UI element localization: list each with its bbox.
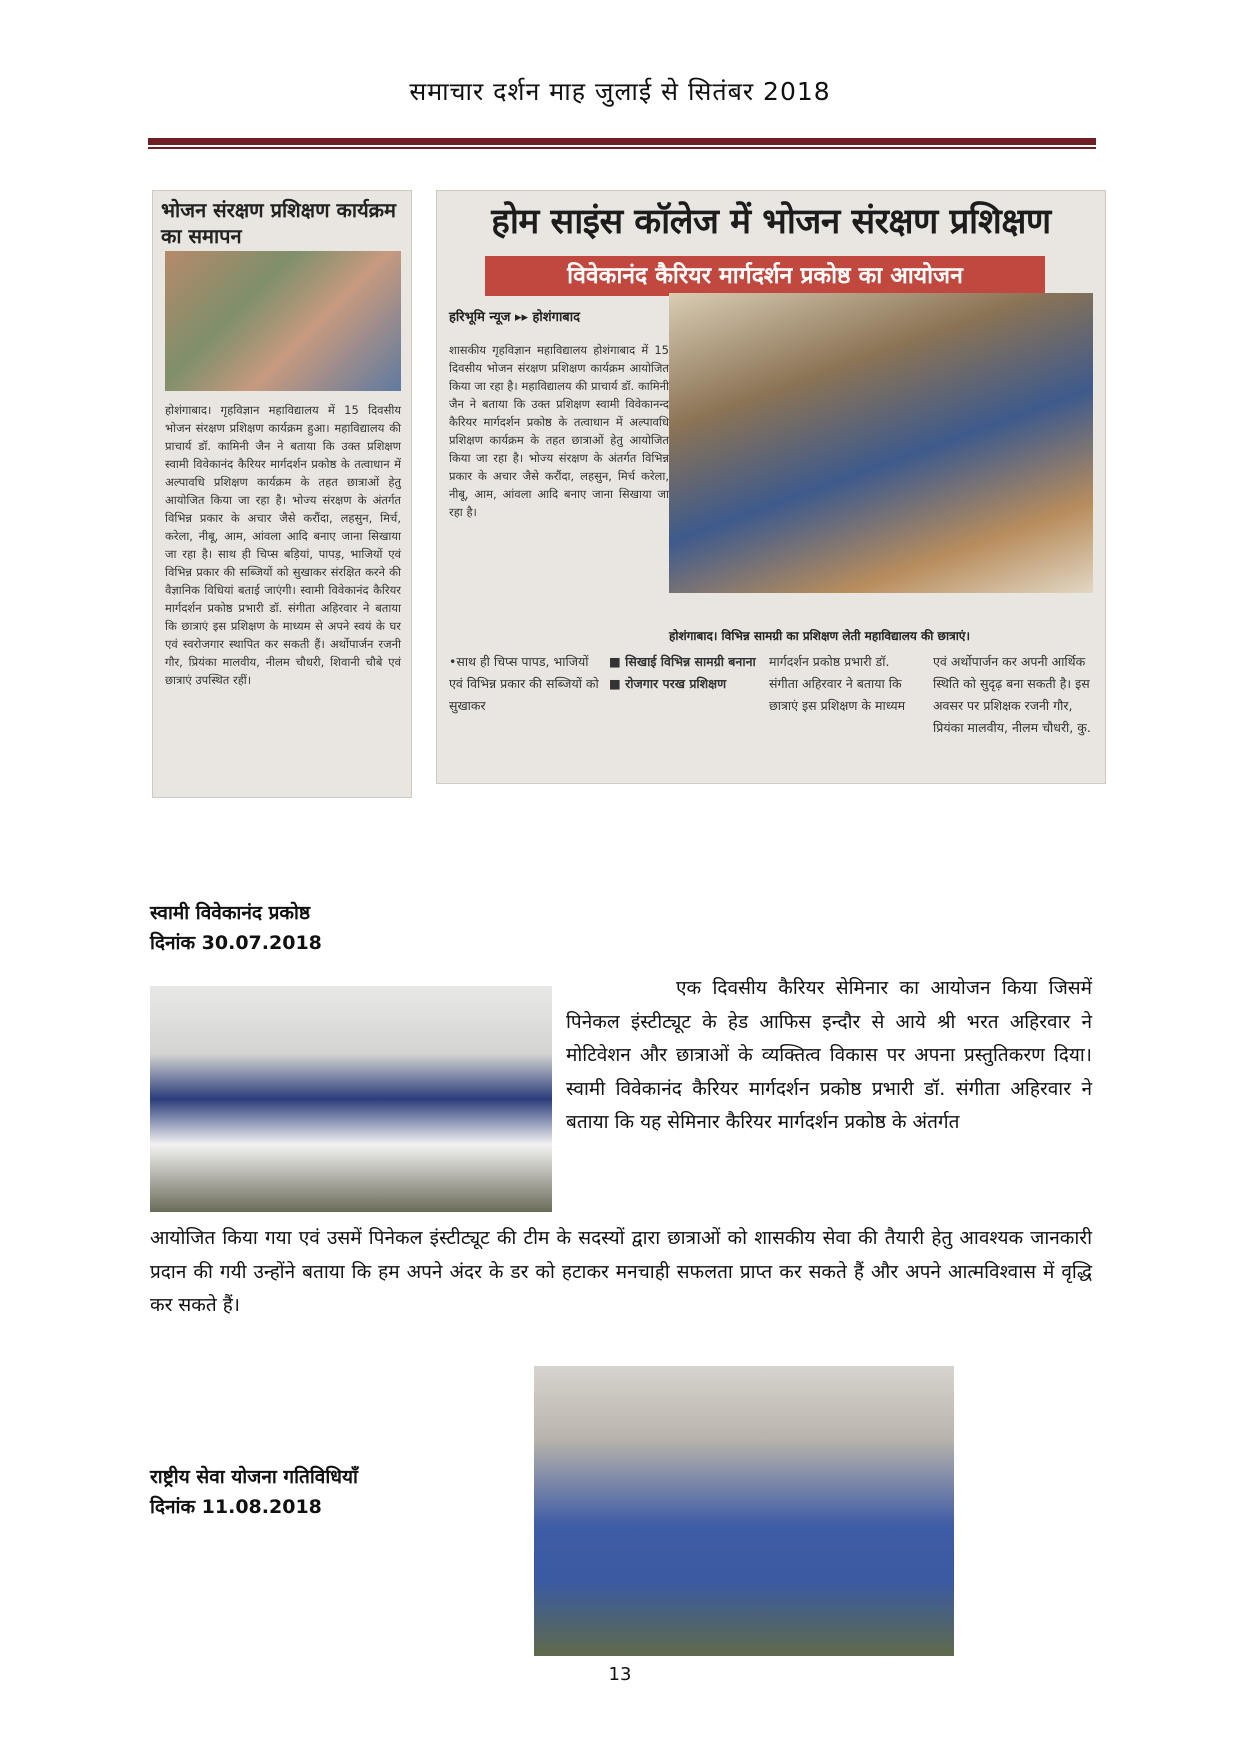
seminar-photo (150, 986, 552, 1212)
section-1-paragraph-full: आयोजित किया गया एवं उसमें पिनेकल इंस्टीट्यूट की टीम के सदस्यों द्वारा छात्राओं को शासकीय सेवा की तैयारी हेतु आवश्यक जानकारी प्रदान की गयी उन्होंने बताया कि हम अपने अंदर के डर को हटाकर मनचाही सफलता प्राप्त कर सकते हैं और अपने आत्मविश्वास में वृद्धि कर सकते हैं। (150, 1227, 1092, 1316)
clipping-right-body: शासकीय गृहविज्ञान महाविद्यालय होशंगाबाद में 15 दिवसीय भोजन संरक्षण प्रशिक्षण कार्यक्रम आयोजित किया जा रहा है। महाविद्यालय की प्राचार्य डॉ. कामिनी जैन ने बताया कि उक्त प्रशिक्षण स्वामी विवेकानन्द कैरियर मार्गदर्शन प्रकोष्ठ के तत्वाधान में अल्पावधि प्रशिक्षण कार्यक्रम के तहत छात्राओं हेतु आयोजित किया जा रहा है। भोज्य संरक्षण के अंतर्गत विभिन्न प्रकार के अचार जैसे करौंदा, लहसुन, मिर्च करेला, नीबू, आम, आंवला आदि बनाए जाना सिखाया जा रहा है। (449, 343, 669, 519)
clipping-right-col-1: •साथ ही चिप्स पापड, भाजियों एवं विभिन्न प्रकार की सब्जियों को सुखाकर (449, 654, 599, 713)
section-2-heading (150, 1462, 358, 1522)
nss-group-photo (534, 1366, 954, 1656)
section-1-paragraph-right (566, 972, 1092, 1140)
clipping-right-col-4: एवं अर्थोपार्जन कर अपनी आर्थिक स्थिति को सुदृढ़ बना सकती है। इस अवसर पर प्रशिक्षक रजनी गौर, प्रियंका मालवीय, नीलम चौधरी, कु. (933, 654, 1091, 735)
clipping-right-photo (669, 293, 1093, 593)
section-2-title: राष्ट्रीय सेवा योजना गतिविधियाँ (150, 1466, 358, 1488)
section-1-para-right-text: एक दिवसीय कैरियर सेमिनार का आयोजन किया जिसमें पिनेकल इंस्टीट्यूट के हेड आफिस इन्दौर से आये श्री भरत अहिरवार ने मोटिवेशन और छात्राओं के व्यक्तित्व विकास पर अपना प्रस्तुतिकरण दिया। स्वामी विवेकानंद कैरियर मार्गदर्शन प्रकोष्ठ प्रभारी डॉ. संगीता अहिरवार ने बताया कि यह सेमिनार कैरियर मार्गदर्शन प्रकोष्ठ के अंतर्गत (566, 977, 1092, 1133)
clipping-right-headline: होम साइंस कॉलेज में भोजन संरक्षण प्रशिक्षण (491, 202, 1051, 242)
page-header-title: समाचार दर्शन माह जुलाई से सितंबर 2018 (409, 77, 831, 106)
clipping-right-caption: होशंगाबाद। विभिन्न सामग्री का प्रशिक्षण लेती महाविद्यालय की छात्राएं। (669, 629, 970, 643)
section-2-date: दिनांक 11.08.2018 (150, 1496, 322, 1518)
clipping-right-subheadline: विवेकानंद कैरियर मार्गदर्शन प्रकोष्ठ का आयोजन (485, 256, 1045, 296)
section-1-title: स्वामी विवेकानंद प्रकोष्ठ (150, 902, 311, 924)
section-1-date: दिनांक 30.07.2018 (150, 932, 322, 954)
header-rule-thin (148, 147, 1096, 149)
clipping-right-col-2: ■ सिखाई विभिन्न सामग्री बनाना ■ रोजगार परख प्रशिक्षण (609, 654, 756, 691)
clipping-right-col-3: मार्गदर्शन प्रकोष्ठ प्रभारी डॉ. संगीता अहिरवार ने बताया कि छात्राएं इस प्रशिक्षण के माध्यम (769, 654, 906, 713)
clipping-left-photo (165, 251, 401, 391)
newspaper-clipping-right (436, 190, 1106, 784)
section-1-heading (150, 898, 322, 958)
newspaper-clipping-left (152, 190, 412, 798)
clipping-left-body: होशंगाबाद। गृहविज्ञान महाविद्यालय में 15 दिवसीय भोजन संरक्षण प्रशिक्षण कार्यक्रम हुआ। महाविद्यालय की प्राचार्य डॉ. कामिनी जैन ने बताया कि उक्त प्रशिक्षण स्वामी विवेकानंद कैरियर मार्गदर्शन प्रकोष्ठ के तत्वाधान में अल्पावधि प्रशिक्षण कार्यक्रम के तहत छात्राओं हेतु आयोजित किया जा रहा है। भोज्य संरक्षण के अंतर्गत विभिन्न प्रकार के अचार जैसे करौंदा, लहसुन, मिर्च, करेला, नीबू, आम, आंवला आदि बनाए जाना सिखाया जा रहा है। साथ ही चिप्स बड़ियां, पापड़, भाजियों एवं विभिन्न प्रकार की सब्जियों को सुखाकर संरक्षित करने की वैज्ञानिक विधियां बताई जाएंगी। स्वामी विवेकानंद कैरियर मार्गदर्शन प्रकोष्ठ प्रभारी डॉ. संगीता अहिरवार ने बताया कि छात्राएं इस प्रशिक्षण के माध्यम से अपने स्वयं के घर एवं स्वरोजगार स्थापित कर सकती हैं। अर्थोपार्जन रजनी गौर, प्रियंका मालवीय, नीलम चौधरी, शिवानी चौबे एवं छात्राएं उपस्थित रहीं। (165, 403, 401, 687)
clipping-right-byline: हरिभूमि न्यूज ▸▸ होशंगाबाद (449, 310, 581, 325)
header-rule (148, 138, 1096, 145)
clipping-left-headline: भोजन संरक्षण प्रशिक्षण कार्यक्रम का समापन (161, 198, 396, 248)
page-number: 13 (608, 1664, 632, 1685)
